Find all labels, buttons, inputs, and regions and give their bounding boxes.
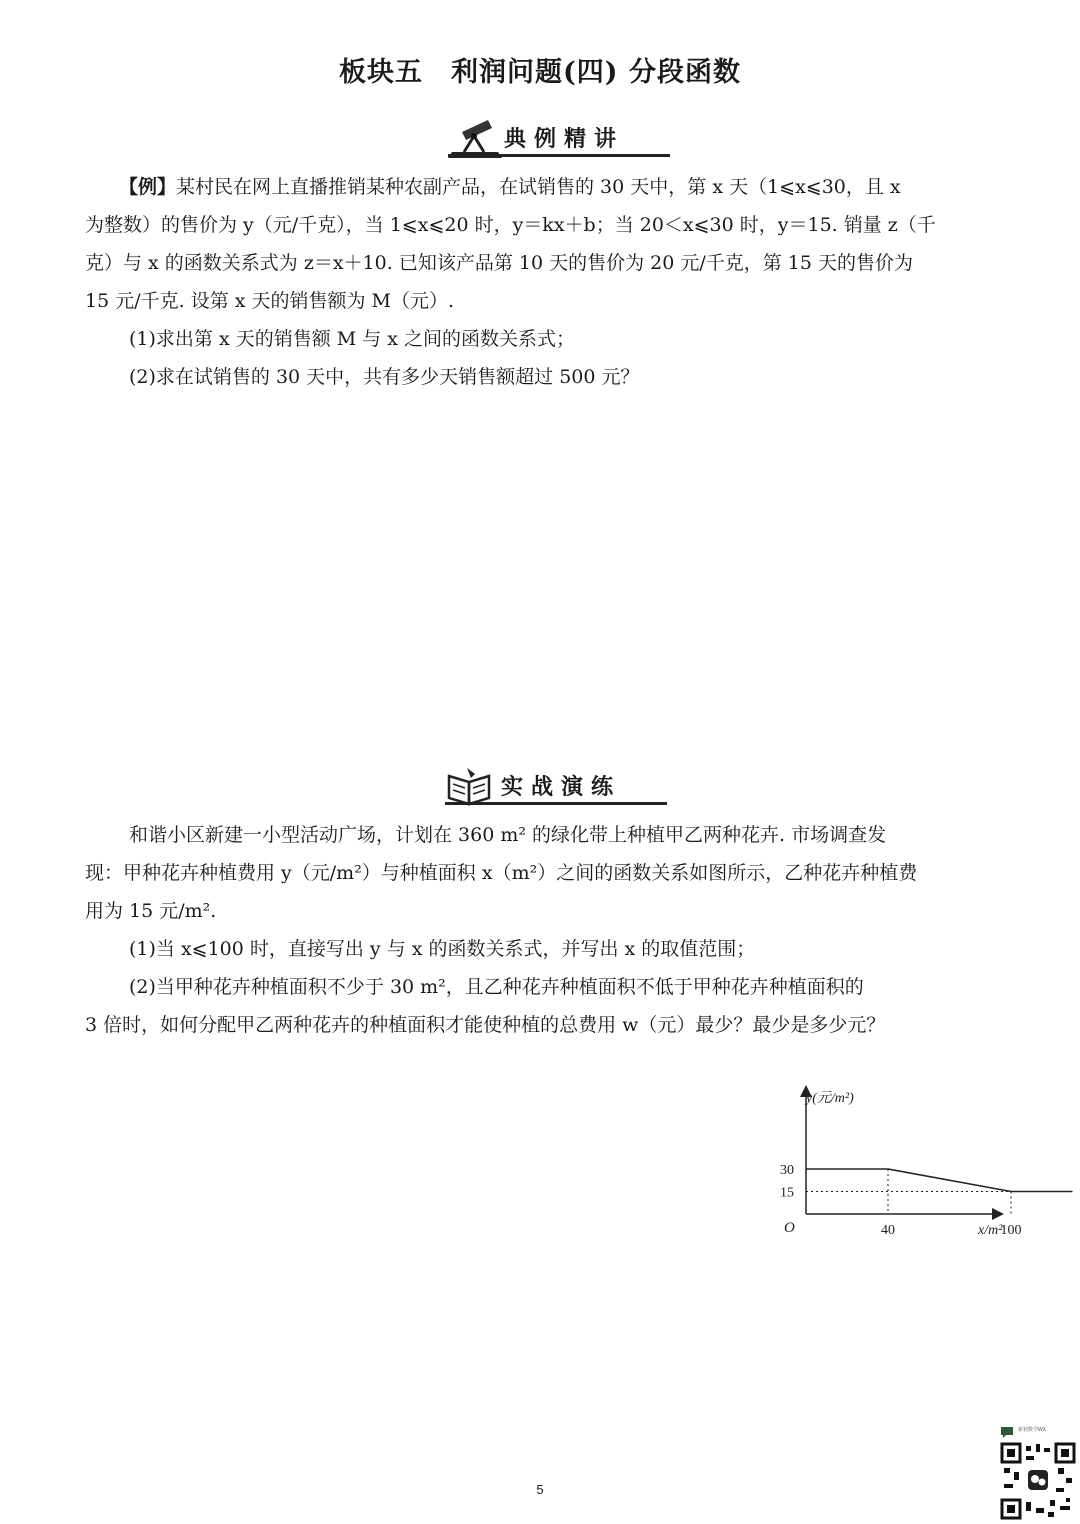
x-tick-label: 100 bbox=[1000, 1223, 1022, 1238]
example-line-2: 为整数）的售价为 y（元/千克），当 1⩽x⩽20 时，y＝kx＋b；当 20＜x⩽30 时，y＝15. 销量 z（千 bbox=[85, 214, 936, 236]
section-label: 实战演练 bbox=[501, 775, 622, 800]
practice-problem bbox=[85, 816, 1015, 1044]
y-axis-label: y(元/m²) bbox=[806, 1091, 854, 1106]
y-tick-label: 30 bbox=[780, 1163, 794, 1178]
series-line bbox=[806, 1169, 1073, 1192]
example-line-3: 克）与 x 的函数关系式为 z＝x＋10. 已知该产品第 10 天的售价为 20 元/千克，第 15 天的售价为 bbox=[85, 252, 913, 274]
qr-caption: 新初数学WX bbox=[1018, 1427, 1047, 1433]
example-line-4: 15 元/千克. 设第 x 天的销售额为 M（元）. bbox=[85, 290, 455, 312]
chat-logo-icon bbox=[1000, 1426, 1014, 1438]
page-number: 5 bbox=[536, 1482, 544, 1497]
practice-line-2: 现：甲种花卉种植费用 y（元/m²）与种植面积 x（m²）之间的函数关系如图所示，乙种花卉种植费 bbox=[85, 862, 918, 884]
section-rule bbox=[445, 802, 667, 805]
x-axis-label: x/m² bbox=[978, 1223, 1003, 1238]
qr-code-icon bbox=[1000, 1442, 1076, 1520]
practice-line-3: 用为 15 元/m². bbox=[85, 900, 217, 922]
page-title: 板块五 利润问题(四) 分段函数 bbox=[339, 57, 741, 88]
example-question-1: (1)求出第 x 天的销售额 M 与 x 之间的函数关系式； bbox=[129, 328, 576, 350]
function-graph bbox=[768, 1080, 1022, 1240]
example-line-1 bbox=[85, 168, 1015, 206]
example-prefix: 【例】 bbox=[119, 176, 177, 198]
example-text: 某村民在网上直播推销某种农副产品，在试销售的 30 天中，第 x 天（1⩽x⩽30，且 x bbox=[176, 176, 901, 198]
section-header-practice bbox=[445, 766, 675, 810]
example-problem bbox=[85, 168, 1015, 396]
y-tick-label: 15 bbox=[780, 1185, 794, 1201]
practice-question-2-cont: 3 倍时，如何分配甲乙两种花卉的种植面积才能使种植的总费用 w（元）最少？最少是多少元？ bbox=[85, 1014, 886, 1036]
x-tick-label: 40 bbox=[881, 1223, 895, 1238]
section-rule bbox=[448, 154, 670, 157]
example-question-2: (2)求在试销售的 30 天中，共有多少天销售额超过 500 元？ bbox=[129, 366, 640, 388]
section-header-examples bbox=[448, 118, 678, 162]
practice-line-1: 和谐小区新建一小型活动广场，计划在 360 m² 的绿化带上种植甲乙两种花卉. 市场调查发 bbox=[129, 824, 887, 846]
section-label: 典例精讲 bbox=[504, 127, 625, 152]
practice-question-2: (2)当甲种花卉种植面积不少于 30 m²，且乙种花卉种植面积不低于甲种花卉种植面积的 bbox=[129, 976, 864, 998]
origin-label: O bbox=[784, 1220, 795, 1236]
practice-question-1: (1)当 x⩽100 时，直接写出 y 与 x 的函数关系式，并写出 x 的取值范围； bbox=[129, 938, 756, 960]
